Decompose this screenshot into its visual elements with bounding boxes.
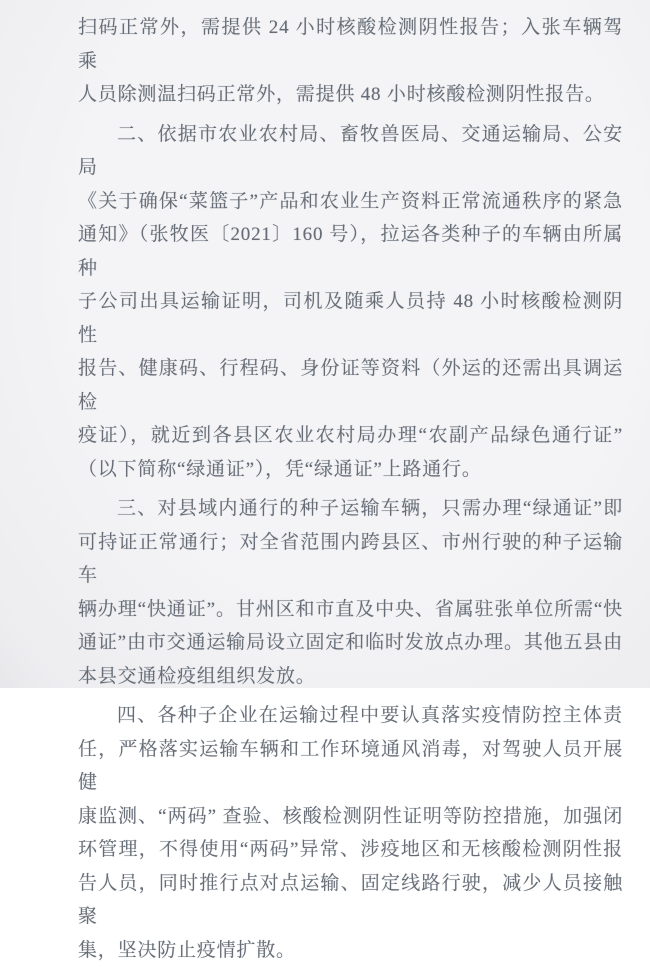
text-line: 《关于确保“菜篮子”产品和农业生产资料正常流通秩序的紧急 [78,185,623,219]
text-line: 通证”由市交通运输局设立固定和临时发放点办理。其他五县由 [78,626,623,660]
text-line: 报告、健康码、行程码、身份证等资料（外运的还需出具调运检 [78,352,623,419]
text-line: 通知》（张牧医〔2021〕160 号），拉运各类种子的车辆由所属种 [78,218,623,285]
text-line: 人员除测温扫码正常外，需提供 48 小时核酸检测阴性报告。 [78,78,623,112]
text-line: 辆办理“快通证”。甘州区和市直及中央、省属驻张单位所需“快 [78,593,623,627]
text-line: 集，坚决防止疫情扩散。 [78,934,623,967]
text-line: 告人员，同时推行点对点运输、固定线路行驶，减少人员接触聚 [78,867,623,934]
paragraph [78,11,623,112]
text-line: 本县交通检疫组组织发放。 [78,660,623,694]
text-line: 四、各种子企业在运输过程中要认真落实疫情防控主体责 [78,699,623,733]
paragraph [78,492,623,693]
paragraph [78,699,623,967]
text-line: 康监测、“两码” 查验、核酸检测阴性证明等防控措施，加强闭 [78,800,623,834]
text-line: 子公司出具运输证明，司机及随乘人员持 48 小时核酸检测阴性 [78,285,623,352]
text-line: （以下简称“绿通证”），凭“绿通证”上路通行。 [78,453,623,487]
text-line: 三、对县域内通行的种子运输车辆，只需办理“绿通证”即 [78,492,623,526]
text-line: 二、依据市农业农村局、畜牧兽医局、交通运输局、公安局 [78,118,623,185]
text-line: 环管理，不得使用“两码”异常、涉疫地区和无核酸检测阴性报 [78,833,623,867]
text-line: 可持证正常通行；对全省范围内跨县区、市州行驶的种子运输车 [78,526,623,593]
text-line: 扫码正常外，需提供 24 小时核酸检测阴性报告；入张车辆驾乘 [78,11,623,78]
document-text-block [78,11,623,967]
text-line: 疫证），就近到各县区农业农村局办理“农副产品绿色通行证” [78,419,623,453]
text-line: 任，严格落实运输车辆和工作环境通风消毒，对驾驶人员开展健 [78,733,623,800]
paragraph [78,118,623,487]
